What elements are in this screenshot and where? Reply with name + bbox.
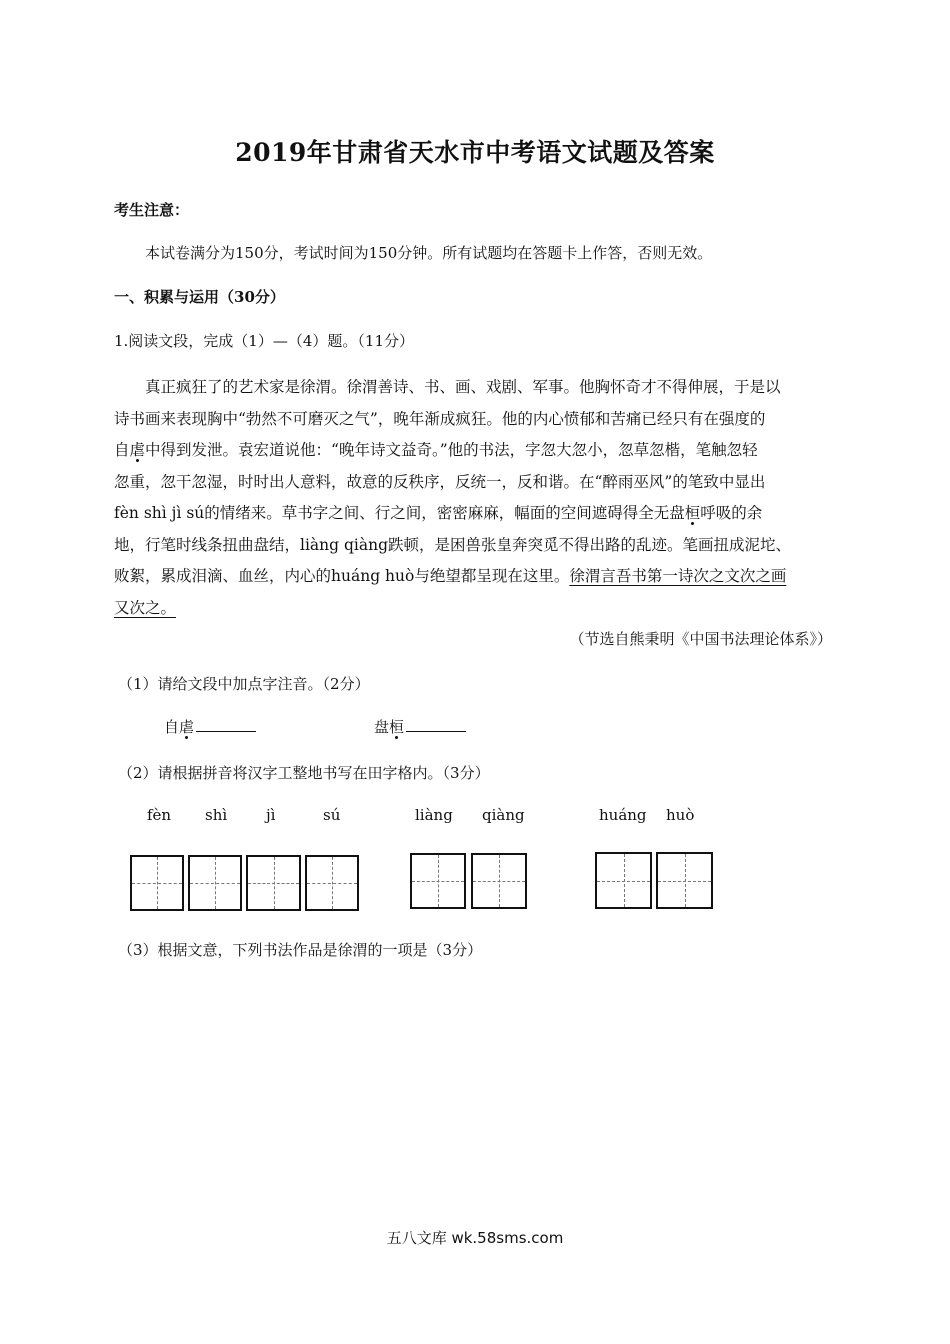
pinyin-label: jì [266, 806, 276, 824]
dotted-char: 虐 [129, 441, 146, 459]
passage-text: 呼吸的余 [700, 504, 763, 522]
passage-text: 中得到发泄。袁宏道说他：“晚年诗文益奇。”他的书法，字忽大忽小，忽草忽楷，笔触忽轻 [145, 441, 758, 459]
passage-source: （节选自熊秉明《中国书法理论体系》） [569, 630, 832, 648]
passage-text: 败絮，累成泪滴、血丝，内心的huáng huò与绝望都呈现在这里。 [114, 567, 570, 585]
notice-heading: 考生注意： [114, 201, 190, 219]
sub-question-3: （3）根据文意，下列书法作品是徐渭的一项是（3分） [118, 941, 483, 959]
footer-watermark: 五八文库 wk.58sms.com [386, 1229, 564, 1247]
sub-question-1: （1）请给文段中加点字注音。（2分） [118, 675, 370, 693]
sub-question-2: （2）请根据拼音将汉字工整地书写在田字格内。（3分） [118, 764, 490, 782]
passage-text: 自 [114, 441, 130, 459]
question-1-prompt: 1.阅读文段，完成（1）—（4）题。（11分） [114, 332, 414, 350]
underlined-sentence: 又次之。 [114, 598, 177, 617]
tianzige-box[interactable] [595, 852, 652, 909]
tianzige-box[interactable] [130, 855, 184, 911]
passage-line [114, 435, 838, 467]
passage-line [114, 372, 838, 404]
reading-passage [114, 372, 838, 624]
notice-text: 本试卷满分为150分，考试时间为150分钟。所有试题均在答题卡上作答，否则无效。 [145, 244, 713, 262]
pinyin-label: huáng [599, 806, 647, 824]
pinyin-label: sú [323, 806, 341, 824]
item-text: 盘 [374, 718, 390, 736]
passage-line [114, 530, 838, 562]
section-heading: 一、积累与运用（30分） [114, 288, 285, 306]
passage-line [114, 498, 838, 530]
passage-text: 地，行笔时线条扭曲盘结，liàng qiàng跌顿，是困兽张皇奔突觅不得出路的乱迹。笔画扭成泥坨、 [114, 535, 792, 554]
item-text: 自 [164, 718, 180, 736]
pinyin-label: huò [666, 806, 695, 824]
tianzige-box[interactable] [188, 855, 242, 911]
passage-text: fèn shì jì sú的情绪来。草书字之间、行之间，密密麻麻，幅面的空间遮碍得全无盘 [114, 504, 685, 522]
answer-item-1 [164, 716, 256, 737]
pinyin-label: shì [205, 806, 228, 824]
underlined-sentence: 徐渭言吾书第一诗次之文次之画 [569, 567, 787, 585]
passage-text: 真正疯狂了的艺术家是徐渭。徐渭善诗、书、画、戏剧、军事。他胸怀奇才不得伸展，于是以 [145, 378, 781, 396]
pinyin-label: fèn [147, 806, 172, 824]
dotted-char: 桓 [684, 504, 701, 522]
tianzige-box[interactable] [471, 853, 527, 909]
tianzige-box[interactable] [246, 855, 301, 911]
passage-line [114, 404, 838, 436]
pinyin-label: liàng [415, 806, 453, 824]
tianzige-box[interactable] [410, 853, 466, 909]
passage-line [114, 467, 838, 499]
tianzige-box[interactable] [656, 852, 713, 909]
passage-text: 忽重，忽干忽湿，时时出人意料，故意的反秩序，反统一，反和谐。在“醉雨巫风”的笔致中显出 [114, 472, 766, 491]
passage-line [114, 561, 838, 593]
tianzige-box[interactable] [305, 855, 359, 911]
answer-blank[interactable] [406, 717, 466, 732]
answer-item-2 [374, 716, 466, 737]
passage-text: 诗书画来表现胸中“勃然不可磨灭之气”，晚年渐成疯狂。他的内心愤郁和苦痛已经只有在强度的 [114, 409, 766, 428]
dotted-char: 虐 [179, 718, 195, 736]
page-title: 2019年甘肃省天水市中考语文试题及答案 [235, 138, 715, 167]
dotted-char: 桓 [389, 718, 405, 736]
pinyin-label: qiàng [482, 806, 525, 824]
passage-line [114, 593, 838, 625]
answer-blank[interactable] [196, 717, 256, 732]
